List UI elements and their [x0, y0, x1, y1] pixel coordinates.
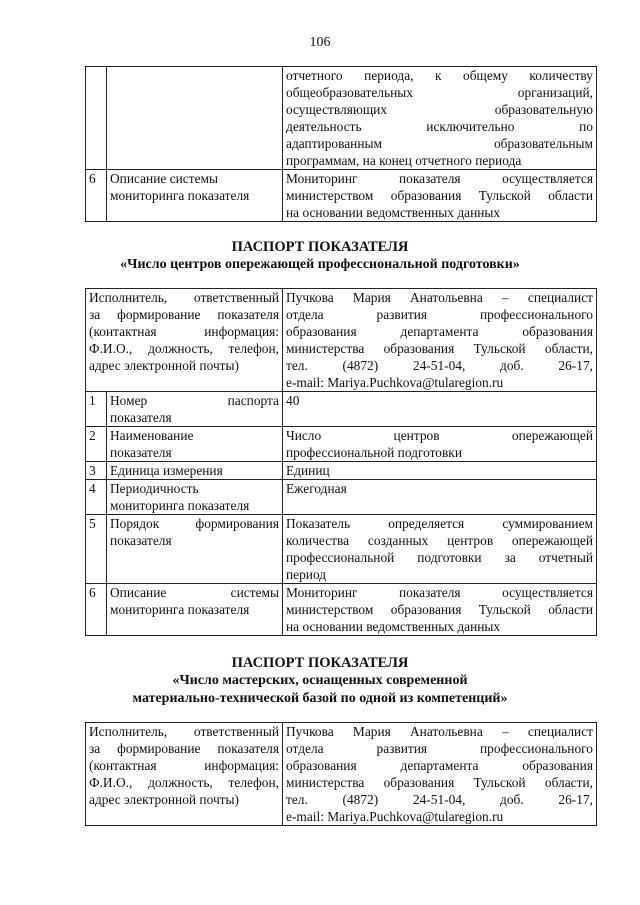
- cell-number: 4: [86, 480, 107, 515]
- cell-value: Мониторинг показателя осуществляется министерством образования Тульской области на основании ведомственных данных: [283, 584, 597, 636]
- passport2-subtitle-line: материально-технической базой по одной из компетенций»: [132, 691, 508, 706]
- table-row: [86, 289, 597, 392]
- cell-label: Наименование показателя: [107, 427, 283, 462]
- text-line: программам, на конец отчетного периода: [286, 153, 522, 168]
- text-line: общеобразовательных организаций,: [286, 85, 593, 100]
- table-row: [86, 170, 597, 222]
- cell-number: 6: [86, 170, 107, 222]
- cell-value: [283, 67, 597, 170]
- passport1-table: [85, 288, 597, 636]
- table-row: [86, 723, 597, 826]
- cell-value: Единиц: [283, 462, 597, 480]
- executor-value-cell: Пучкова Мария Анатольевна – специалист отдела развития профессионального образования департамента образования министерства образования Тульской области, тел. (4872) 24-51-04, доб. 26-17, e-mail: Mariya.Puchkova@tularegion.ru: [283, 289, 597, 392]
- table-row: [86, 462, 597, 480]
- cell-value: Число центров опережающей профессиональной подготовки: [283, 427, 597, 462]
- cell-number: [86, 67, 107, 170]
- cell-label: Описание системы мониторинга показателя: [107, 584, 283, 636]
- executor-label-cell: Исполнитель, ответственный за формирование показателя (контактная информация: Ф.И.О., должность, телефон, адрес электронной почты): [86, 289, 283, 392]
- passport2-table: [85, 722, 597, 826]
- text-line: осуществляющих образовательную: [286, 102, 593, 117]
- table-row: [86, 515, 597, 584]
- cell-label: [107, 67, 283, 170]
- passport1-heading: [0, 238, 640, 274]
- cell-number: 6: [86, 584, 107, 636]
- cell-label: Периодичность мониторинга показателя: [107, 480, 283, 515]
- passport2-heading: [0, 654, 640, 708]
- passport2-title: ПАСПОРТ ПОКАЗАТЕЛЯ: [231, 655, 409, 671]
- cell-label: Описание системы мониторинга показателя: [107, 170, 283, 222]
- passport1-subtitle: «Число центров опережающей профессиональной подготовки»: [120, 257, 520, 272]
- text-line: деятельность исключительно по: [286, 119, 593, 134]
- cell-value: Мониторинг показателя осуществляется министерством образования Тульской области на основании ведомственных данных: [283, 170, 597, 222]
- table-row: [86, 480, 597, 515]
- executor-value-cell: Пучкова Мария Анатольевна – специалист отдела развития профессионального образования департамента образования министерства образования Тульской области, тел. (4872) 24-51-04, доб. 26-17, e-mail: Mariya.Puchkova@tularegion.ru: [283, 723, 597, 826]
- cell-value: 40: [283, 392, 597, 427]
- passport1-title: ПАСПОРТ ПОКАЗАТЕЛЯ: [231, 239, 409, 255]
- text-line: адаптированным образовательным: [286, 136, 593, 151]
- cell-number: 1: [86, 392, 107, 427]
- cell-label: Единица измерения: [107, 462, 283, 480]
- page-number: 106: [309, 35, 331, 50]
- cell-number: 5: [86, 515, 107, 584]
- continuation-table: [85, 66, 597, 222]
- text-line: отчетного периода, к общему количеству: [286, 68, 593, 83]
- table-row: [86, 584, 597, 636]
- table-row: [86, 392, 597, 427]
- cell-value: Ежегодная: [283, 480, 597, 515]
- table-row: [86, 67, 597, 170]
- executor-label-cell: Исполнитель, ответственный за формирование показателя (контактная информация: Ф.И.О., должность, телефон, адрес электронной почты): [86, 723, 283, 826]
- table-row: [86, 427, 597, 462]
- cell-number: 2: [86, 427, 107, 462]
- passport2-subtitle-line: «Число мастерских, оснащенных современной: [172, 673, 468, 688]
- cell-label: Номер паспорта показателя: [107, 392, 283, 427]
- cell-number: 3: [86, 462, 107, 480]
- cell-value: Показатель определяется суммированием количества созданных центров опережающей профессиональной подготовки за отчетный период: [283, 515, 597, 584]
- cell-label: Порядок формирования показателя: [107, 515, 283, 584]
